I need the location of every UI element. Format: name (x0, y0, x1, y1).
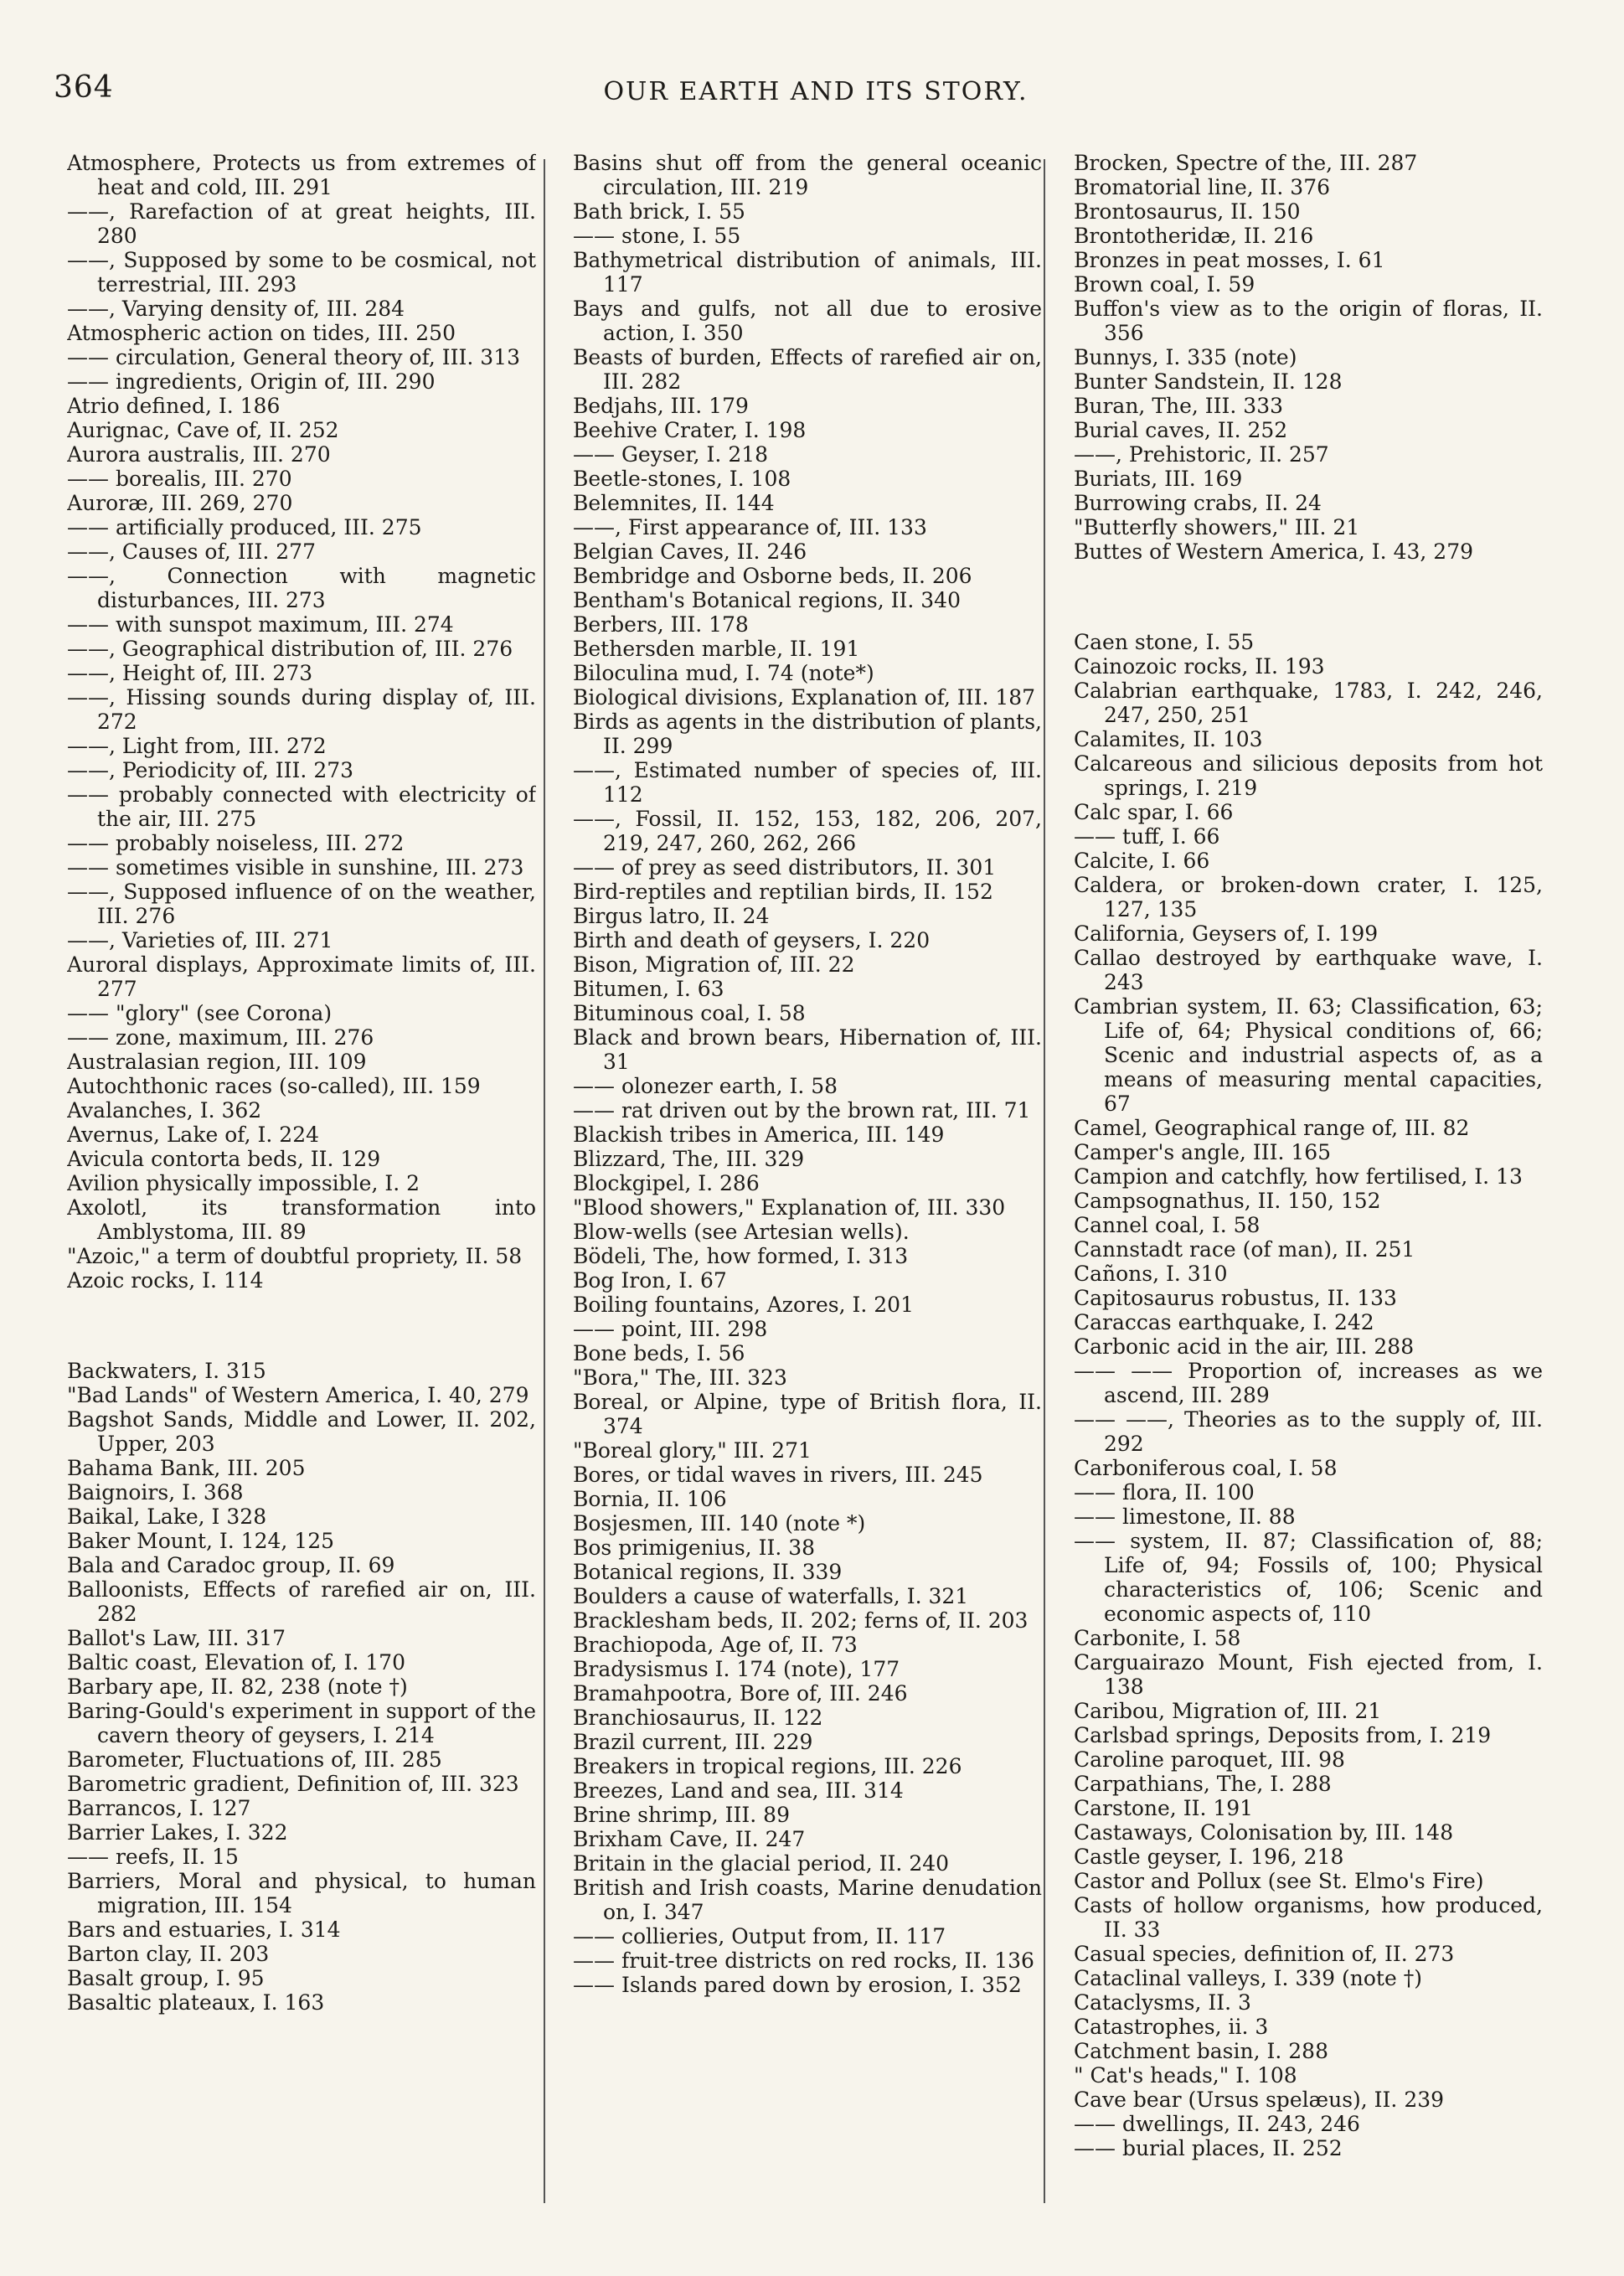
index-entry: —— point, III. 298 (573, 1317, 768, 1341)
index-entry: Calc spar, I. 66 (1074, 800, 1234, 824)
index-entry: —— collieries, Output from, II. 117 (573, 1924, 946, 1948)
index-entry: Berbers, III. 178 (573, 612, 749, 637)
index-entry: Biloculina mud, I. 74 (note*) (573, 661, 874, 685)
index-entry: Caribou, Migration of, III. 21 (1074, 1699, 1382, 1723)
index-entry: Bays and gulfs, not all due to erosive action, I. 350 (573, 297, 1042, 345)
index-entry: Bromatorial line, II. 376 (1074, 175, 1331, 199)
index-entry: Barriers, Moral and physical, to human migration, III. 154 (67, 1869, 536, 1917)
index-entry: Carlsbad springs, Deposits from, I. 219 (1074, 1723, 1492, 1747)
index-entry: Bala and Caradoc group, II. 69 (67, 1553, 395, 1577)
index-entry: Burial caves, II. 252 (1074, 418, 1288, 442)
index-entry: Bethersden marble, II. 191 (573, 637, 860, 661)
index-entry: Bosjesmen, III. 140 (note *) (573, 1511, 866, 1535)
index-entry: Aurignac, Cave of, II. 252 (67, 418, 339, 442)
index-entry: Camper's angle, III. 165 (1074, 1140, 1332, 1164)
index-entry: "Azoic," a term of doubtful propriety, II. 58 (67, 1244, 523, 1268)
index-entry: Brachiopoda, Age of, II. 73 (573, 1633, 858, 1657)
index-entry: ——, Fossil, II. 152, 153, 182, 206, 207, 219, 247, 260, 262, 266 (573, 807, 1042, 855)
section-gap (67, 1313, 536, 1338)
index-entry: Botanical regions, II. 339 (573, 1560, 843, 1584)
page-number: 364 (54, 70, 114, 105)
index-entry: Australasian region, III. 109 (67, 1050, 367, 1074)
index-entry: ——, Geographical distribution of, III. 276 (67, 637, 513, 661)
index-entry: Basins shut off from the general oceanic circulation, III. 219 (573, 151, 1042, 199)
index-entry: Catastrophes, ii. 3 (1074, 2015, 1269, 2039)
index-column-3 (1074, 151, 1543, 2245)
index-entry: —— —— Proportion of, increases as we ascend, III. 289 (1074, 1359, 1543, 1407)
index-entry: Bahama Bank, III. 205 (67, 1456, 306, 1480)
index-entry: Bitumen, I. 63 (573, 977, 724, 1001)
index-entry: Castor and Pollux (see St. Elmo's Fire) (1074, 1869, 1484, 1893)
index-entry: Bituminous coal, I. 58 (573, 1001, 806, 1025)
index-entry: Brocken, Spectre of the, III. 287 (1074, 151, 1418, 175)
index-entry: Castle geyser, I. 196, 218 (1074, 1845, 1344, 1869)
index-entry: "Bad Lands" of Western America, I. 40, 279 (67, 1383, 529, 1407)
index-entry: Carboniferous coal, I. 58 (1074, 1456, 1338, 1480)
index-entry: Bentham's Botanical regions, II. 340 (573, 588, 961, 612)
index-entry: Atmosphere, Protects us from extremes of heat and cold, III. 291 (67, 151, 536, 199)
index-entry: Carpathians, The, I. 288 (1074, 1772, 1332, 1796)
index-entry: Black and brown bears, Hibernation of, III. 31 (573, 1025, 1042, 1074)
index-entry: Blow-wells (see Artesian wells). (573, 1220, 910, 1244)
index-entry: California, Geysers of, I. 199 (1074, 921, 1379, 946)
index-entry: Bores, or tidal waves in rivers, III. 245 (573, 1463, 983, 1487)
index-entry: —— ingredients, Origin of, III. 290 (67, 369, 436, 394)
index-entry: ——, Causes of, III. 277 (67, 539, 316, 564)
index-entry: Bramahpootra, Bore of, III. 246 (573, 1681, 908, 1706)
index-entry: Capitosaurus robustus, II. 133 (1074, 1286, 1397, 1310)
index-entry: Cataclysms, II. 3 (1074, 1990, 1251, 2015)
index-entry: Aurora australis, III. 270 (67, 442, 331, 467)
index-entry: Atrio defined, I. 186 (67, 394, 281, 418)
index-entry: —— circulation, General theory of, III. 313 (67, 345, 521, 369)
index-entry: Casts of hollow organisms, how produced, II. 33 (1074, 1893, 1543, 1942)
index-entry: Bog Iron, I. 67 (573, 1268, 727, 1293)
index-entry: Bunter Sandstein, II. 128 (1074, 369, 1343, 394)
index-column-1 (67, 151, 536, 2245)
index-entry: Biological divisions, Explanation of, III. 187 (573, 685, 1036, 710)
index-entry: —— of prey as seed distributors, II. 301 (573, 855, 997, 880)
index-entry: Caen stone, I. 55 (1074, 630, 1255, 654)
index-entry: Boiling fountains, Azores, I. 201 (573, 1293, 914, 1317)
index-entry: Bison, Migration of, III. 22 (573, 952, 855, 977)
index-entry: Barrier Lakes, I. 322 (67, 1820, 288, 1845)
index-entry: Brine shrimp, III. 89 (573, 1803, 790, 1827)
index-entry: —— stone, I. 55 (573, 224, 741, 248)
index-entry: Caroline paroquet, III. 98 (1074, 1747, 1345, 1772)
index-entry: Campion and catchfly, how fertilised, I. 13 (1074, 1164, 1523, 1189)
index-entry: —— with sunspot maximum, III. 274 (67, 612, 454, 637)
index-entry: Baikal, Lake, I 328 (67, 1504, 267, 1529)
index-entry: Auroræ, III. 269, 270 (67, 491, 293, 515)
index-entry: Bradysismus I. 174 (note), 177 (573, 1657, 900, 1681)
index-entry: Beasts of burden, Effects of rarefied air on, III. 282 (573, 345, 1042, 394)
index-entry: Belgian Caves, II. 246 (573, 539, 807, 564)
index-entry: Avernus, Lake of, I. 224 (67, 1123, 320, 1147)
index-entry: Brazil current, III. 229 (573, 1730, 813, 1754)
index-entry: Birds as agents in the distribution of plants, II. 299 (573, 710, 1042, 758)
index-entry: Azoic rocks, I. 114 (67, 1268, 264, 1293)
index-entry: Bödeli, The, how formed, I. 313 (573, 1244, 909, 1268)
index-entry: Belemnites, II. 144 (573, 491, 775, 515)
index-entry: Bone beds, I. 56 (573, 1341, 745, 1365)
index-entry: Barometric gradient, Definition of, III. 323 (67, 1772, 519, 1796)
running-title: OUR EARTH AND ITS STORY. (603, 77, 1029, 106)
index-column-2 (573, 151, 1042, 2245)
index-entry: Baignoirs, I. 368 (67, 1480, 244, 1504)
index-entry: Bagshot Sands, Middle and Lower, II. 202, Upper, 203 (67, 1407, 536, 1456)
index-entry: —— "glory" (see Corona) (67, 1001, 333, 1025)
index-entry: Britain in the glacial period, II. 240 (573, 1851, 950, 1876)
index-entry: Castaways, Colonisation by, III. 148 (1074, 1820, 1454, 1845)
index-entry: —— Islands pared down by erosion, I. 352 (573, 1973, 1022, 1997)
index-entry: Barometer, Fluctuations of, III. 285 (67, 1747, 442, 1772)
index-entry: ——, Height of, III. 273 (67, 661, 313, 685)
index-entry: Cambrian system, II. 63; Classification, 63; Life of, 64; Physical conditions of, 66; Scenic and industrial aspects of, as a means of measuring mental capacities, 67 (1074, 994, 1543, 1116)
index-entry: —— flora, II. 100 (1074, 1480, 1255, 1504)
index-entry: Bembridge and Osborne beds, II. 206 (573, 564, 972, 588)
index-entry: Branchiosaurus, II. 122 (573, 1706, 823, 1730)
index-entry: —— olonezer earth, I. 58 (573, 1074, 838, 1098)
index-entry: Avilion physically impossible, I. 2 (67, 1171, 420, 1195)
page-header (54, 70, 1578, 121)
index-entry: Carstone, II. 191 (1074, 1796, 1254, 1820)
index-entry: Calcareous and silicious deposits from hot springs, I. 219 (1074, 751, 1543, 800)
index-entry: Basaltic plateaux, I. 163 (67, 1990, 325, 2015)
index-entry: "Boreal glory," III. 271 (573, 1438, 812, 1463)
index-entry: ——, Varieties of, III. 271 (67, 928, 333, 952)
index-entry: Avicula contorta beds, II. 129 (67, 1147, 381, 1171)
index-entry: ——, Hissing sounds during display of, III. 272 (67, 685, 536, 734)
index-entry: Catchment basin, I. 288 (1074, 2039, 1328, 2063)
index-entry: Brixham Cave, II. 247 (573, 1827, 806, 1851)
index-entry: Breakers in tropical regions, III. 226 (573, 1754, 962, 1778)
index-entry: Barbary ape, II. 82, 238 (note †) (67, 1675, 408, 1699)
index-entry: Baker Mount, I. 124, 125 (67, 1529, 335, 1553)
index-entry: Blockgipel, I. 286 (573, 1171, 760, 1195)
index-entry: ——, Supposed influence of on the weather, III. 276 (67, 880, 536, 928)
index-entry: —— system, II. 87; Classification of, 88; Life of, 94; Fossils of, 100; Physical characteristics of, 106; Scenic and economic aspects of, 110 (1074, 1529, 1543, 1626)
index-entry: Campsognathus, II. 150, 152 (1074, 1189, 1381, 1213)
index-entry: Boreal, or Alpine, type of British flora, II. 374 (573, 1390, 1042, 1438)
index-entry: —— tuff, I. 66 (1074, 824, 1220, 849)
index-entry: —— probably connected with electricity of the air, III. 275 (67, 782, 536, 831)
index-entry: —— burial places, II. 252 (1074, 2136, 1343, 2160)
index-entry: British and Irish coasts, Marine denudation on, I. 347 (573, 1876, 1042, 1924)
index-entry: Atmospheric action on tides, III. 250 (67, 321, 456, 345)
index-entry: ——, Estimated number of species of, III. 112 (573, 758, 1042, 807)
index-entry: Blizzard, The, III. 329 (573, 1147, 805, 1171)
index-entry: Balloonists, Effects of rarefied air on, III. 282 (67, 1577, 536, 1626)
index-entry: Ballot's Law, III. 317 (67, 1626, 286, 1650)
index-entry: Caldera, or broken-down crater, I. 125, 127, 135 (1074, 873, 1543, 921)
index-entry: ——, Varying density of, III. 284 (67, 297, 405, 321)
index-entry: Backwaters, I. 315 (67, 1359, 266, 1383)
index-entry: Camel, Geographical range of, III. 82 (1074, 1116, 1470, 1140)
index-entry: Birgus latro, II. 24 (573, 904, 770, 928)
index-entry: Carguairazo Mount, Fish ejected from, I. 138 (1074, 1650, 1543, 1699)
index-entry: Calabrian earthquake, 1783, I. 242, 246, 247, 250, 251 (1074, 679, 1543, 727)
index-columns (67, 151, 1543, 2245)
index-entry: —— limestone, II. 88 (1074, 1504, 1296, 1529)
index-entry: Basalt group, I. 95 (67, 1966, 265, 1990)
index-entry: Bars and estuaries, I. 314 (67, 1917, 341, 1942)
index-entry: —— Geyser, I. 218 (573, 442, 769, 467)
index-entry: Axolotl, its transformation into Amblystoma, III. 89 (67, 1195, 536, 1244)
index-entry: Bedjahs, III. 179 (573, 394, 749, 418)
index-entry: —— rat driven out by the brown rat, III. 71 (573, 1098, 1031, 1123)
index-entry: ——, Connection with magnetic disturbances, III. 273 (67, 564, 536, 612)
index-entry: Bathymetrical distribution of animals, III. 117 (573, 248, 1042, 297)
index-entry: Beehive Crater, I. 198 (573, 418, 807, 442)
index-entry: Cave bear (Ursus spelæus), II. 239 (1074, 2088, 1445, 2112)
index-entry: Bracklesham beds, II. 202; ferns of, II. 203 (573, 1608, 1029, 1633)
index-entry: Buttes of Western America, I. 43, 279 (1074, 539, 1474, 564)
index-entry: Caraccas earthquake, I. 242 (1074, 1310, 1374, 1334)
index-entry: Barton clay, II. 203 (67, 1942, 270, 1966)
index-entry: Baring-Gould's experiment in support of the cavern theory of geysers, I. 214 (67, 1699, 536, 1747)
index-entry: Cataclinal valleys, I. 339 (note †) (1074, 1966, 1422, 1990)
column-divider (1044, 159, 1045, 2203)
index-entry: Bronzes in peat mosses, I. 61 (1074, 248, 1385, 272)
index-entry: Callao destroyed by earthquake wave, I. 243 (1074, 946, 1543, 994)
index-entry: Bos primigenius, II. 38 (573, 1535, 816, 1560)
index-entry: "Bora," The, III. 323 (573, 1365, 787, 1390)
index-entry: Brown coal, I. 59 (1074, 272, 1255, 297)
section-gap (1074, 585, 1543, 609)
index-entry: Boulders a cause of waterfalls, I. 321 (573, 1584, 969, 1608)
index-entry: —— borealis, III. 270 (67, 467, 292, 491)
index-entry: Carbonic acid in the air, III. 288 (1074, 1334, 1415, 1359)
column-divider (544, 159, 545, 2203)
index-entry: Bunnys, I. 335 (note) (1074, 345, 1297, 369)
index-entry: Avalanches, I. 362 (67, 1098, 262, 1123)
index-entry: Birth and death of geysers, I. 220 (573, 928, 931, 952)
index-entry: Burrowing crabs, II. 24 (1074, 491, 1322, 515)
index-entry: ——, Light from, III. 272 (67, 734, 327, 758)
index-entry: Carbonite, I. 58 (1074, 1626, 1241, 1650)
index-entry: ——, Periodicity of, III. 273 (67, 758, 354, 782)
index-entry: Calcite, I. 66 (1074, 849, 1210, 873)
index-entry: Cainozoic rocks, II. 193 (1074, 654, 1325, 679)
index-entry: Buriats, III. 169 (1074, 467, 1243, 491)
index-entry: "Butterfly showers," III. 21 (1074, 515, 1360, 539)
index-entry: Barrancos, I. 127 (67, 1796, 251, 1820)
index-entry: Beetle-stones, I. 108 (573, 467, 791, 491)
index-entry: Autochthonic races (so-called), III. 159 (67, 1074, 481, 1098)
index-entry: Brontosaurus, II. 150 (1074, 199, 1301, 224)
index-entry: Buran, The, III. 333 (1074, 394, 1284, 418)
index-entry: Baltic coast, Elevation of, I. 170 (67, 1650, 405, 1675)
index-entry: Blackish tribes in America, III. 149 (573, 1123, 945, 1147)
index-entry: —— ——, Theories as to the supply of, III. 292 (1074, 1407, 1543, 1456)
index-entry: Brontotheridæ, II. 216 (1074, 224, 1314, 248)
index-entry: —— artificially produced, III. 275 (67, 515, 422, 539)
index-entry: Buffon's view as to the origin of floras, II. 356 (1074, 297, 1543, 345)
index-entry: —— sometimes visible in sunshine, III. 273 (67, 855, 524, 880)
index-entry: —— probably noiseless, III. 272 (67, 831, 405, 855)
index-entry: Breezes, Land and sea, III. 314 (573, 1778, 904, 1803)
index-entry: " Cat's heads," I. 108 (1074, 2063, 1297, 2088)
index-entry: Bornia, II. 106 (573, 1487, 727, 1511)
index-entry: —— zone, maximum, III. 276 (67, 1025, 374, 1050)
index-entry: —— fruit-tree districts on red rocks, II. 136 (573, 1948, 1034, 1973)
index-entry: Auroral displays, Approximate limits of, III. 277 (67, 952, 536, 1001)
index-entry: ——, First appearance of, III. 133 (573, 515, 927, 539)
index-entry: Cannstadt race (of man), II. 251 (1074, 1237, 1415, 1262)
index-entry: Casual species, definition of, II. 273 (1074, 1942, 1455, 1966)
index-entry: Calamites, II. 103 (1074, 727, 1263, 751)
index-entry: Bird-reptiles and reptilian birds, II. 152 (573, 880, 993, 904)
index-entry: —— dwellings, II. 243, 246 (1074, 2112, 1360, 2136)
index-entry: ——, Supposed by some to be cosmical, not terrestrial, III. 293 (67, 248, 536, 297)
index-entry: —— reefs, II. 15 (67, 1845, 239, 1869)
index-entry: ——, Rarefaction of at great heights, III. 280 (67, 199, 536, 248)
index-entry: Bath brick, I. 55 (573, 199, 745, 224)
index-entry: Cañons, I. 310 (1074, 1262, 1228, 1286)
index-entry: ——, Prehistoric, II. 257 (1074, 442, 1329, 467)
index-entry: "Blood showers," Explanation of, III. 330 (573, 1195, 1006, 1220)
index-entry: Cannel coal, I. 58 (1074, 1213, 1261, 1237)
